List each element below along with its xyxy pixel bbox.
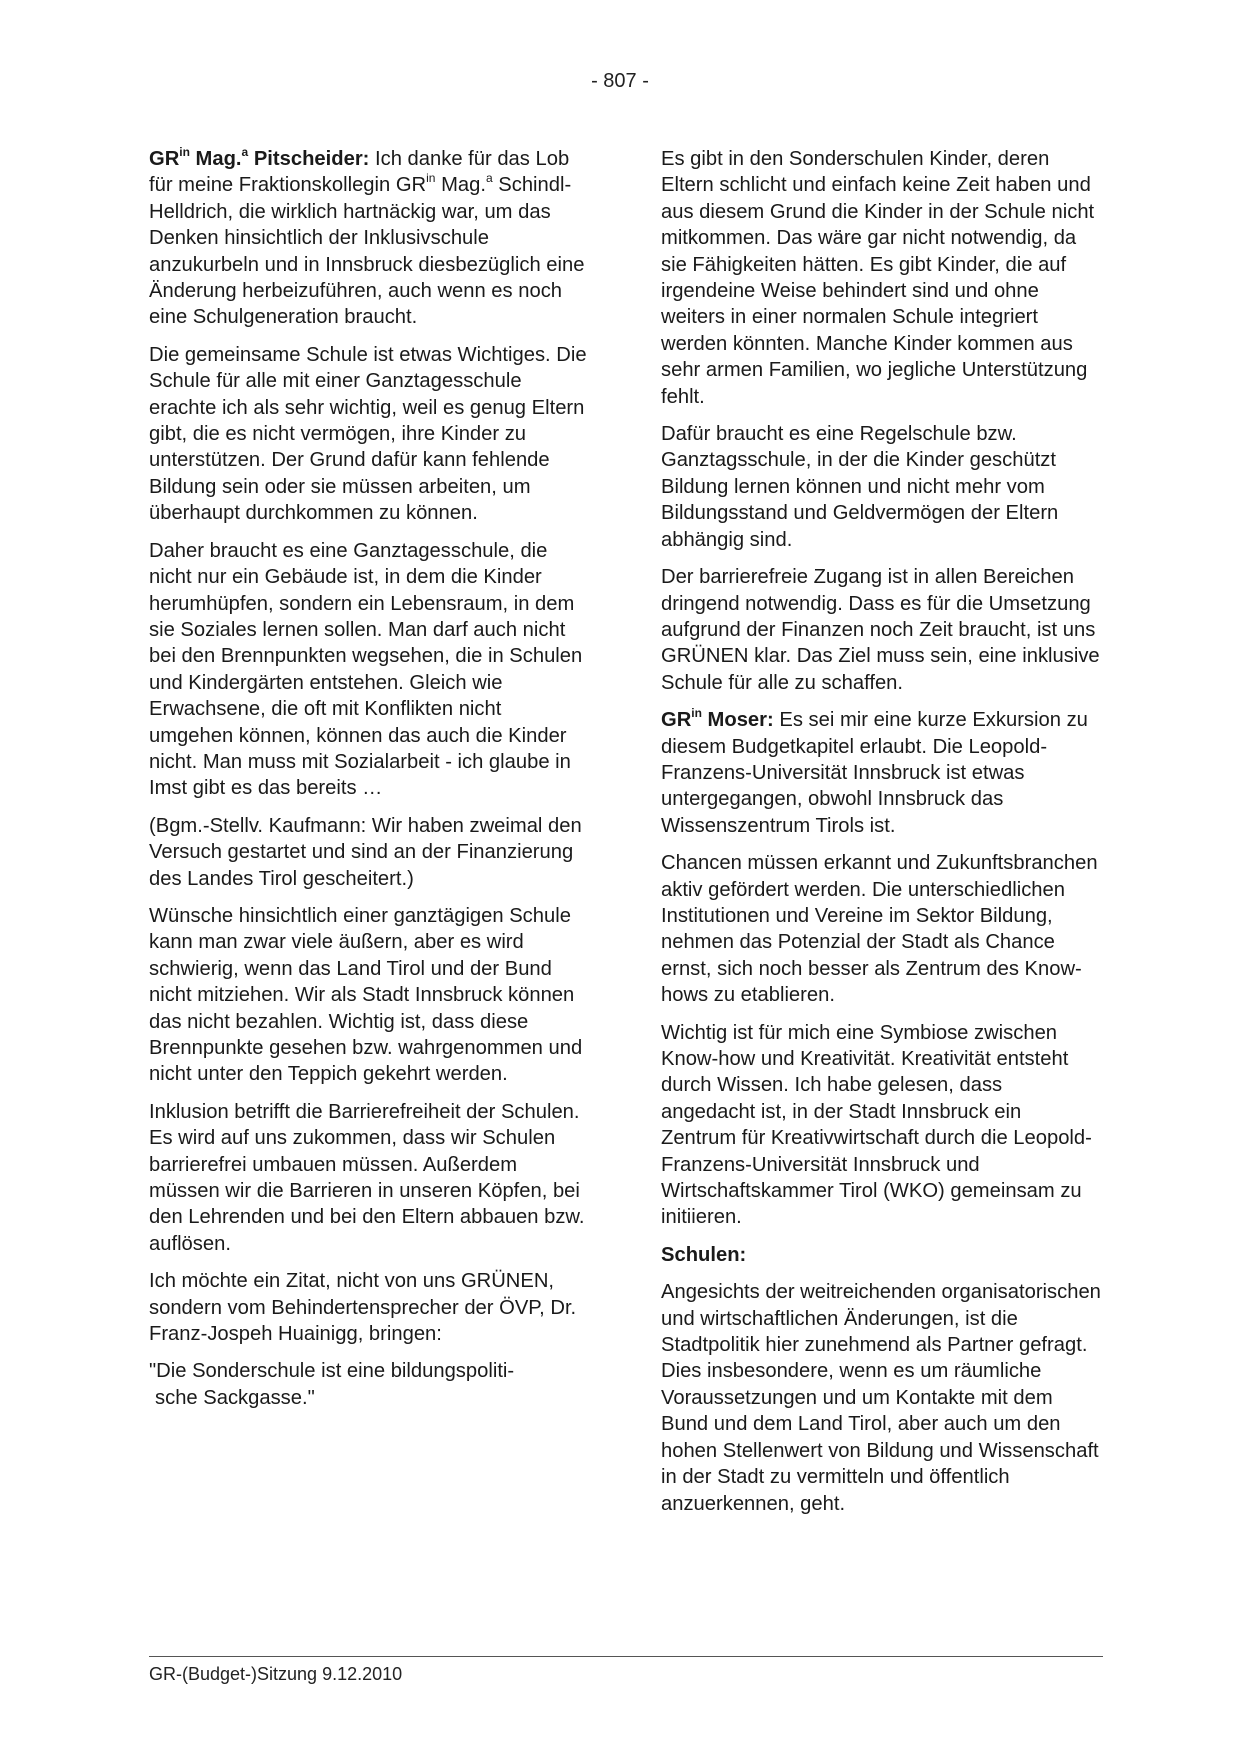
interjection: (Bgm.-Stellv. Kaufmann: Wir haben zweimal den Versuch gestartet und sind an der Finanzierung des Landes Tirol gescheitert.) xyxy=(149,814,582,890)
paragraph: Es gibt in den Sonderschulen Kinder, deren Eltern schlicht und einfach keine Zeit haben und aus diesem Grund die Kinder in der Schule nicht mitkommen. Das wäre gar nicht notwendig, da sie Fähigkeiten hätten. Es gibt Kinder, die auf irgendeine Weise behindert sind und ohne weiters in einer normalen Schule integriert werden könnten. Manche Kinder kommen aus sehr armen Familien, wo jegliche Unterstützung fehlt. xyxy=(661,148,1095,408)
quote xyxy=(149,1358,589,1411)
quote-line: sche Sackgasse." xyxy=(155,1386,315,1409)
superscript: in xyxy=(426,171,436,186)
paragraph: Der barrierefreie Zugang ist in allen Bereichen dringend notwendig. Dass es für die Umsetzung aufgrund der Finanzen noch Zeit braucht, ist uns GRÜNEN klar. Das Ziel muss sein, eine inklusive Schule für alle zu schaffen. xyxy=(661,566,1100,694)
paragraph: Angesichts der weitreichenden organisatorischen und wirtschaftlichen Änderungen, ist die Stadtpolitik hier zunehmend als Partner gefragt. Dies insbesondere, wenn es um räumliche Voraussetzungen und um Kontakte mit dem Bund und dem Land Tirol, aber auch um den hohen Stellenwert von Bildung und Wissenschaft in der Stadt zu vermitteln und öffentlich anzuerkennen, geht. xyxy=(661,1281,1101,1515)
paragraph-text: Mag. xyxy=(435,174,486,197)
speaker-name-moser xyxy=(661,706,774,732)
footer-divider xyxy=(149,1656,1103,1657)
speaker-surname: Pitscheider: xyxy=(248,148,370,170)
superscript: in xyxy=(179,145,190,159)
speaker-title: GR xyxy=(149,148,180,170)
left-column xyxy=(149,146,589,1422)
quote-line: "Die Sonderschule ist eine bildungspoliti- xyxy=(149,1360,515,1383)
paragraph: Wünsche hinsichtlich einer ganztägigen Schule kann man zwar viele äußern, aber es wird schwierig, wenn das Land Tirol und der Bund nicht mitziehen. Wir als Stadt Innsbruck können das nicht bezahlen. Wichtig ist, dass diese Brennpunkte gesehen bzw. wahrgenommen und nicht unter den Teppich gekehrt werden. xyxy=(149,904,583,1086)
paragraph-text: Es sei mir eine kurze Exkursion zu diesem Budgetkapitel erlaubt. Die Leopold-Franzens-Universität Innsbruck ist etwas untergegangen, obwohl Innsbruck das Wissenszentrum Tirols ist. xyxy=(661,709,1088,837)
paragraph: Wichtig ist für mich eine Symbiose zwischen Know-how und Kreativität. Kreativität entsteht durch Wissen. Ich habe gelesen, dass angedacht ist, in der Stadt Innsbruck ein Zentrum für Kreativwirtschaft durch die Leopold-Franzens-Universität Innsbruck und Wirtschaftskammer Tirol (WKO) gemeinsam zu initiieren. xyxy=(661,1021,1092,1229)
paragraph-text: Ich danke für das Lob für meine Fraktionskollegin GR xyxy=(149,148,570,197)
paragraph: Daher braucht es eine Ganztagesschule, die nicht nur ein Gebäude ist, in dem die Kinder herumhüpfen, sondern ein Lebensraum, in dem sie Soziales lernen sollen. Man darf auch nicht bei den Brennpunkten wegsehen, die in Schulen und Kindergärten entstehen. Gleich wie Erwachsene, die oft mit Konflikten nicht umgehen können, können das auch die Kinder nicht. Man muss mit Sozialarbeit - ich glaube in Imst gibt es das bereits … xyxy=(149,539,583,800)
speaker-surname: Moser: xyxy=(701,709,774,732)
speech-moser xyxy=(661,707,1101,839)
page-number: - 807 - xyxy=(591,70,649,92)
paragraph-text: Schindl-Helldrich, die wirklich hartnäckig war, um das Denken hinsichtlich der Inklusivschule anzukurbeln und in Innsbruck diesbezüglich eine Änderung herbeizuführen, auch wenn es noch eine Schulgeneration braucht. xyxy=(149,174,585,329)
superscript: a xyxy=(485,171,493,186)
speaker-name-pitscheider xyxy=(149,145,370,170)
superscript: in xyxy=(691,706,702,721)
right-column xyxy=(661,146,1101,1528)
paragraph: Chancen müssen erkannt und Zukunftsbranchen aktiv gefördert werden. Die unterschiedlichen Institutionen und Vereine im Sektor Bildung, nehmen das Potenzial der Stadt als Chance ernst, sich noch besser als Zentrum des Know-hows zu etablieren. xyxy=(661,852,1098,1007)
paragraph: Die gemeinsame Schule ist etwas Wichtiges. Die Schule für alle mit einer Ganztagesschule erachte ich als sehr wichtig, weil es genug Eltern gibt, die es nicht vermögen, ihre Kinder zu unterstützen. Der Grund dafür kann fehlende Bildung sein oder sie müssen arbeiten, um überhaupt durchkommen zu können. xyxy=(149,343,587,525)
paragraph: Dafür braucht es eine Regelschule bzw. Ganztagsschule, in der die Kinder geschützt Bildung lernen können und nicht mehr vom Bildungsstand und Geldvermögen der Eltern abhängig sind. xyxy=(661,423,1059,551)
paragraph: Inklusion betrifft die Barrierefreiheit der Schulen. Es wird auf uns zukommen, dass wir Schulen barrierefrei umbauen müssen. Außerdem müssen wir die Barrieren in unseren Köpfen, bei den Lehrenden und bei den Eltern abbauen bzw. auflösen. xyxy=(149,1100,585,1255)
paragraph: Ich möchte ein Zitat, nicht von uns GRÜNEN, sondern vom Behindertensprecher der ÖVP, Dr. Franz-Jospeh Huainigg, bringen: xyxy=(149,1270,577,1346)
speech-pitscheider xyxy=(149,146,589,331)
footer-session-label: GR-(Budget-)Sitzung 9.12.2010 xyxy=(149,1664,403,1684)
section-heading: Schulen: xyxy=(661,1243,747,1266)
speaker-title: Mag. xyxy=(189,148,242,170)
superscript: a xyxy=(241,145,249,159)
speaker-title: GR xyxy=(661,709,692,732)
